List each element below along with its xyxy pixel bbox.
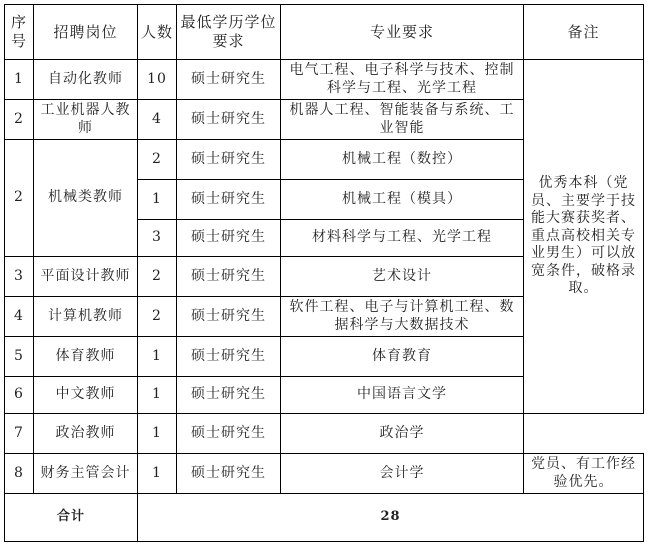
cell-position: 自动化教师 (34, 60, 138, 100)
table-row (5, 60, 644, 100)
header-position: 招聘岗位 (34, 5, 138, 60)
cell-degree: 硕士研究生 (177, 140, 281, 180)
cell-major: 机械工程（模具） (281, 180, 524, 220)
header-note: 备注 (524, 5, 644, 60)
cell-degree: 硕士研究生 (177, 100, 281, 140)
cell-major: 机器人工程、智能装备与系统、工业智能 (281, 100, 524, 140)
cell-count: 2 (138, 297, 177, 337)
cell-degree: 硕士研究生 (177, 297, 281, 337)
cell-position: 财务主管会计 (34, 454, 138, 494)
cell-seq: 7 (5, 414, 34, 454)
cell-major: 艺术设计 (281, 257, 524, 297)
cell-degree: 硕士研究生 (177, 257, 281, 297)
cell-major: 电气工程、电子科学与技术、控制科学与工程、光学工程 (281, 60, 524, 100)
cell-position: 机械类教师 (34, 140, 138, 257)
cell-position: 平面设计教师 (34, 257, 138, 297)
cell-seq: 3 (5, 257, 34, 297)
total-label: 合计 (5, 494, 138, 542)
cell-degree: 硕士研究生 (177, 60, 281, 100)
cell-seq: 2 (5, 140, 34, 257)
cell-count: 2 (138, 257, 177, 297)
cell-count: 1 (138, 377, 177, 414)
header-row (5, 5, 644, 60)
cell-degree: 硕士研究生 (177, 220, 281, 257)
table-row (5, 414, 644, 454)
cell-degree: 硕士研究生 (177, 377, 281, 414)
cell-seq: 4 (5, 297, 34, 337)
recruitment-table (4, 4, 644, 542)
cell-degree: 硕士研究生 (177, 454, 281, 494)
cell-count: 1 (138, 414, 177, 454)
cell-count: 10 (138, 60, 177, 100)
cell-position: 政治教师 (34, 414, 138, 454)
cell-merged-note: 优秀本科（党员、主要学于技能大赛获奖者、重点高校相关专业男生）可以放宽条件，破格录取。 (524, 60, 644, 414)
cell-major: 会计学 (281, 454, 524, 494)
header-major: 专业要求 (281, 5, 524, 60)
cell-count: 1 (138, 337, 177, 377)
cell-major: 材料科学与工程、光学工程 (281, 220, 524, 257)
cell-count: 3 (138, 220, 177, 257)
cell-position: 计算机教师 (34, 297, 138, 337)
header-seq: 序号 (5, 5, 34, 60)
cell-count: 2 (138, 140, 177, 180)
cell-seq: 5 (5, 337, 34, 377)
cell-degree: 硕士研究生 (177, 337, 281, 377)
cell-seq: 2 (5, 100, 34, 140)
table-row (5, 454, 644, 494)
cell-position: 中文教师 (34, 377, 138, 414)
cell-degree: 硕士研究生 (177, 180, 281, 220)
cell-seq: 6 (5, 377, 34, 414)
total-value: 28 (138, 494, 644, 542)
cell-count: 4 (138, 100, 177, 140)
cell-position: 工业机器人教师 (34, 100, 138, 140)
cell-position: 体育教师 (34, 337, 138, 377)
total-row (5, 494, 644, 542)
header-degree: 最低学历学位要求 (177, 5, 281, 60)
cell-note: 党员、有工作经验优先。 (524, 454, 644, 494)
cell-major: 机械工程（数控） (281, 140, 524, 180)
cell-seq: 1 (5, 60, 34, 100)
header-count: 人数 (138, 5, 177, 60)
cell-count: 1 (138, 180, 177, 220)
cell-degree: 硕士研究生 (177, 414, 281, 454)
cell-major: 中国语言文学 (281, 377, 524, 414)
cell-count: 1 (138, 454, 177, 494)
cell-major: 体育教育 (281, 337, 524, 377)
cell-major: 软件工程、电子与计算机工程、数据科学与大数据技术 (281, 297, 524, 337)
cell-seq: 8 (5, 454, 34, 494)
cell-major: 政治学 (281, 414, 524, 454)
